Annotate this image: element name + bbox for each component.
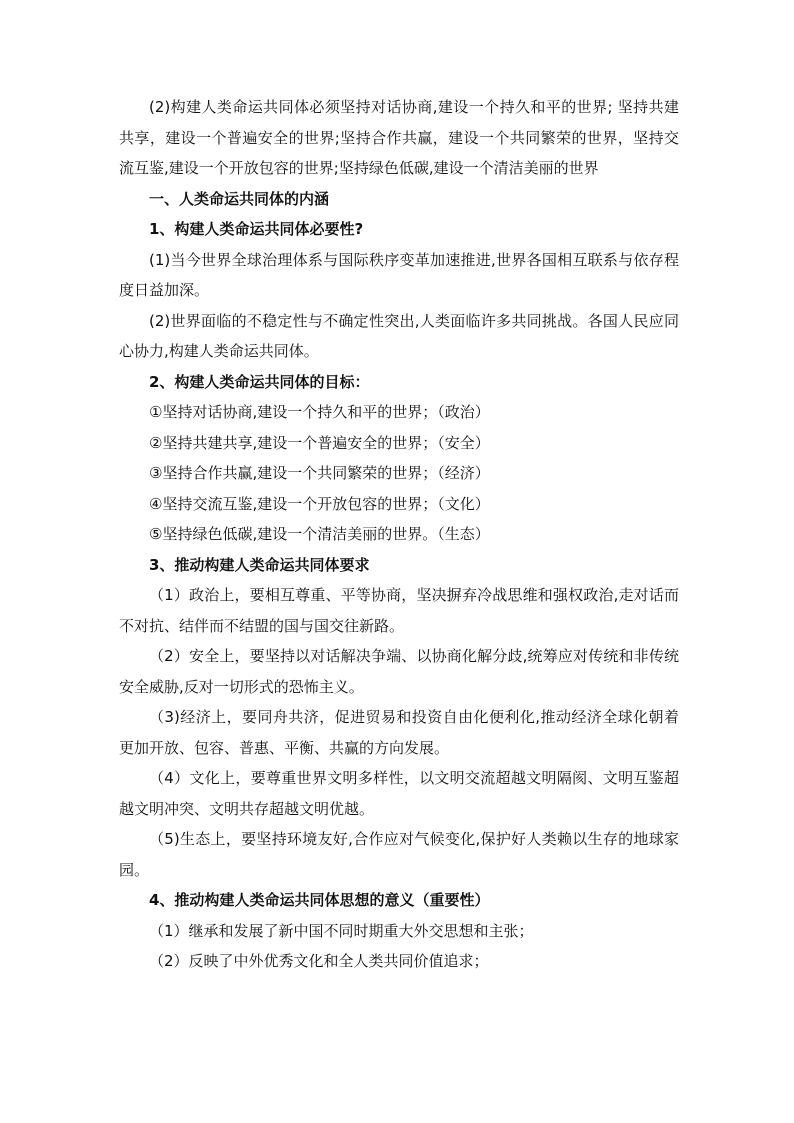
requirement-culture: （4）文化上，要尊重世界文明多样性，以文明交流超越文明隔阂、文明互鉴超越文明冲突、文明共存超越文明优越。 (119, 769, 679, 818)
requirement-politics: （1）政治上，要相互尊重、平等协商，坚决摒弃冷战思维和强权政治,走对话而不对抗、结伴而不结盟的国与国交往新路。 (119, 586, 679, 635)
goal-item-2: ②坚持共建共享,建设一个普遍安全的世界；（安全） (149, 433, 490, 452)
goal-item-3: ③坚持合作共赢,建设一个共同繁荣的世界；（经济） (149, 464, 490, 482)
section-title: 一、人类命运共同体的内涵 (149, 189, 330, 208)
significance-item-2: （2）反映了中外优秀文化和全人类共同价值追求； (149, 952, 489, 970)
intro-paragraph: (2)构建人类命运共同体必须坚持对话协商,建设一个持久和平的世界; 坚持共建共享，建设一个普遍安全的世界;坚持合作共赢，建设一个共同繁荣的世界，坚持交流互鉴,建设一个开放包容的世界;坚持绿色低碳,建设一个清洁美丽的世界 (119, 98, 679, 177)
necessity-paragraph-1: (1)当今世界全球治理体系与国际秩序变革加速推进,世界各国相互联系与依存程度日益加深。 (119, 250, 679, 299)
heading-necessity: 1、构建人类命运共同体必要性? (149, 220, 364, 238)
heading-goals: 2、构建人类命运共同体的目标： (149, 372, 370, 391)
goal-item-4: ④坚持交流互鉴,建设一个开放包容的世界；（文化） (149, 494, 490, 513)
heading-significance: 4、推动构建人类命运共同体思想的意义（重要性） (149, 891, 490, 909)
heading-requirements: 3、推动构建人类命运共同体要求 (149, 555, 370, 574)
requirement-security: （2）安全上，要坚持以对话解决争端、以协商化解分歧,统筹应对传统和非传统安全威胁,反对一切形式的恐怖主义。 (119, 647, 679, 696)
document-page (119, 92, 679, 977)
requirement-ecology: （5)生态上，要坚持环境友好,合作应对气候变化,保护好人类赖以生存的地球家园。 (119, 830, 679, 879)
requirement-economy: （3)经济上，要同舟共济，促进贸易和投资自由化便利化,推动经济全球化朝着更加开放、包容、普惠、平衡、共赢的方向发展。 (119, 708, 679, 757)
necessity-paragraph-2: (2)世界面临的不稳定性与不确定性突出,人类面临许多共同挑战。各国人民应同心协力,构建人类命运共同体。 (119, 311, 679, 360)
significance-item-1: （1）继承和发展了新中国不同时期重大外交思想和主张； (149, 921, 534, 940)
goal-item-5: ⑤坚持绿色低碳,建设一个清洁美丽的世界。（生态） (149, 525, 490, 543)
goal-item-1: ①坚持对话协商,建设一个持久和平的世界；（政治） (149, 403, 490, 421)
